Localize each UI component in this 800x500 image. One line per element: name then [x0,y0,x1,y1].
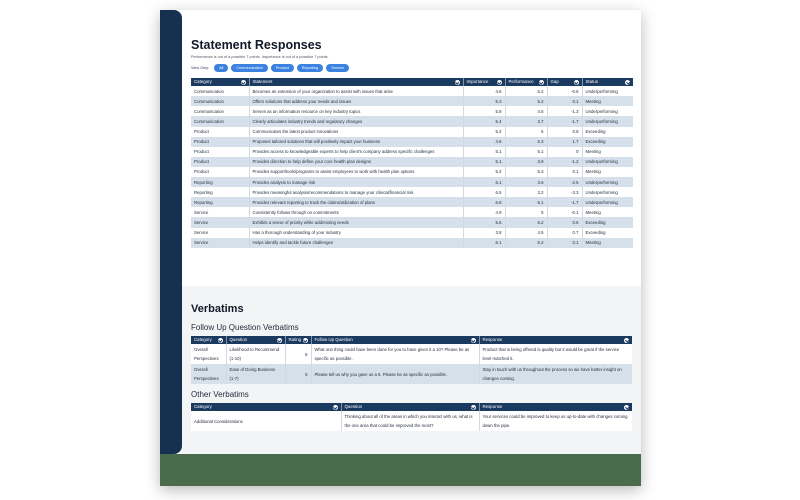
table-row [191,96,633,106]
cell-gap: -1.7 [547,116,582,126]
cell-statement: Provides access to knowledgeable experts to help client's company address specific challenges [249,147,463,157]
cell-statement: Consistently follows through on commitments [249,207,463,217]
cell-statement: Provides meaningful analysis/recommendations to manage your clinical/financial risk [249,187,463,197]
other-verbatims-title: Other Verbatims [191,390,249,399]
followup-title: Follow Up Question Verbatims [191,323,299,332]
other-col-question[interactable]: Question [341,403,479,411]
cell-gap: -1.2 [547,157,582,167]
cell-importance: 5.8 [463,106,505,116]
chevron-down-icon [539,80,544,85]
table-row [191,187,633,197]
cell-gap: 0 [547,147,582,157]
cell-statement: Provides analysis to manage risk [249,177,463,187]
cell-importance: 3.8 [463,228,505,238]
cell-performance: 5.1 [505,147,547,157]
cell-category: Product [191,147,249,157]
cell-gap: 0.1 [547,96,582,106]
cell-category: Overall Perspectives [191,344,226,364]
table-row [191,217,633,227]
cell-importance: 5.6 [463,217,505,227]
cell-performance: 5.3 [505,167,547,177]
cell-status: Meeting [582,238,633,248]
cell-importance: 6.8 [463,197,505,207]
followup-header-row [191,336,632,344]
followup-col-response[interactable]: Response [479,336,632,344]
cell-gap: -3.3 [547,187,582,197]
table-row [191,116,633,126]
chevron-down-icon [303,338,308,343]
followup-col-question[interactable]: Question [226,336,285,344]
followup-col-category[interactable]: Category [191,336,226,344]
cell-response: Your services could be improved to keep us up-to-date with changes coming down the pipe. [479,411,632,431]
cell-question: Thinking about all of the areas in which you interact with us, what is the one area that could be improved the most? [341,411,479,431]
table-row [191,157,633,167]
cell-category: Communication [191,96,249,106]
cell-category: Reporting [191,177,249,187]
filter-chip-all[interactable]: All [214,64,228,72]
cell-followup-question: Please tell us why you gave us a 5. Please be as specific as possible. [311,364,479,384]
col-header-status[interactable]: Status [582,78,633,86]
cell-category: Reporting [191,197,249,207]
cell-statement: Exhibits a sense of priority while addressing needs [249,217,463,227]
verbatims-title: Verbatims [191,303,244,315]
col-header-category[interactable]: Category [191,78,249,86]
cell-rating: 8 [285,344,311,364]
cell-performance: 6.2 [505,238,547,248]
cell-gap: -0.1 [547,207,582,217]
cell-category: Communication [191,106,249,116]
cell-performance: 3.7 [505,116,547,126]
col-header-performance[interactable]: Performance [505,78,547,86]
cell-status: Underperforming [582,116,633,126]
cell-statement: Has a thorough understanding of your industry [249,228,463,238]
cell-importance: 5.1 [463,157,505,167]
cell-performance: 5 [505,207,547,217]
cell-statement: Provides support/tools/programs to assist employees to work with health plan options [249,167,463,177]
cell-statement: Serves as an information resource on key industry topics [249,106,463,116]
cell-gap: -1.3 [547,106,582,116]
sidebar-strip [160,10,182,454]
table-row [191,137,633,147]
cell-importance: 5.3 [463,96,505,106]
table-row [191,344,632,364]
cell-importance: 5.2 [463,167,505,177]
cell-category: Service [191,217,249,227]
table-row [191,411,632,431]
cell-importance: 4.6 [463,137,505,147]
chevron-down-icon [333,405,338,410]
cell-importance: 6.5 [463,187,505,197]
other-col-category[interactable]: Category [191,403,341,411]
cell-importance: 6.1 [463,238,505,248]
table-row [191,228,633,238]
verbatims-section [182,286,641,454]
cell-gap: 0.8 [547,127,582,137]
cell-statement: Clearly articulates industry trends and regulatory changes [249,116,463,126]
statement-subtitle: Performance is out of a possible 7 points. Importance is out of a possible 7 points. [191,55,329,59]
cell-category: Service [191,238,249,248]
chevron-down-icon [471,338,476,343]
cell-performance: 4.5 [505,228,547,238]
chevron-down-icon [624,405,629,410]
col-header-gap[interactable]: Gap [547,78,582,86]
cell-rating: 5 [285,364,311,384]
cell-statement: Provides relevant reporting to track the claims/utilization of plans [249,197,463,207]
followup-col-followup[interactable]: Follow Up Question [311,336,479,344]
chevron-down-icon [625,80,630,85]
cell-status: Meeting [582,147,633,157]
cell-importance: 6.1 [463,177,505,187]
cell-statement: Helps identify and tackle future challenges [249,238,463,248]
footer-band [160,454,641,486]
cell-category: Product [191,157,249,167]
cell-statement: Provides direction to help define your core health plan designs [249,157,463,167]
cell-statement: Proposes tailored solutions that will positively impact your business [249,137,463,147]
filter-row [191,64,633,72]
followup-table [191,336,632,384]
cell-performance: 3.9 [505,157,547,167]
cell-status: Meeting [582,167,633,177]
cell-question: Ease of Doing Business (1-7) [226,364,285,384]
filter-chip-service[interactable]: Service [326,64,349,72]
followup-col-rating[interactable]: Rating [285,336,311,344]
cell-importance: 5.1 [463,147,505,157]
statement-table [191,78,633,248]
col-header-statement[interactable]: Statement [249,78,463,86]
cell-performance: 5.2 [505,86,547,96]
cell-performance: 5.2 [505,96,547,106]
cell-statement: Becomes an extension of your organization to assist with issues that arise [249,86,463,96]
cell-status: Meeting [582,207,633,217]
chevron-down-icon [241,80,246,85]
table-row [191,167,633,177]
statement-title: Statement Responses [191,38,322,52]
cell-gap: 1.7 [547,137,582,147]
cell-category: Service [191,207,249,217]
table-row [191,238,633,248]
table-row [191,364,632,384]
cell-category: Service [191,228,249,238]
cell-status: Exceeding [582,228,633,238]
other-verbatims-table [191,403,632,431]
cell-response: Stay in touch with us throughout the process so we have better insight on changes coming. [479,364,632,384]
cell-status: Meeting [582,96,633,106]
table-row [191,197,633,207]
report-page [182,10,641,454]
cell-importance: 5.4 [463,116,505,126]
filter-chip-reporting[interactable]: Reporting [297,64,323,72]
cell-question: Likelihood to Recommend (1-10) [226,344,285,364]
cell-category: Product [191,167,249,177]
cell-followup-question: What one thing could have been done for you to have given it a 10? Please be as specific as possible. [311,344,479,364]
cell-statement: Offers solutions that address your needs and issues [249,96,463,106]
col-header-importance[interactable]: Importance [463,78,505,86]
table-row [191,106,633,116]
cell-response: Product that is being offered is quality but it would be great if the service level matched it. [479,344,632,364]
cell-gap: 0.1 [547,238,582,248]
cell-category: Product [191,137,249,147]
cell-status: Underperforming [582,106,633,116]
table-row [191,147,633,157]
cell-performance: 3.2 [505,187,547,197]
cell-gap: 0.7 [547,228,582,238]
cell-status: Underperforming [582,197,633,207]
filter-label: View Only: [191,66,210,71]
cell-category: Product [191,127,249,137]
chevron-down-icon [471,405,476,410]
cell-category: Communication [191,86,249,96]
cell-category: Reporting [191,187,249,197]
cell-importance: 5.2 [463,127,505,137]
chevron-down-icon [277,338,282,343]
cell-performance: 6.2 [505,217,547,227]
cell-statement: Communicates the latest product innovations [249,127,463,137]
cell-performance: 6 [505,127,547,137]
table-row [191,177,633,187]
table-row [191,207,633,217]
cell-gap: 0.1 [547,167,582,177]
other-header-row [191,403,632,411]
filter-chip-product[interactable]: Product [271,64,294,72]
cell-importance: 4.9 [463,207,505,217]
cell-importance: 4.6 [463,86,505,96]
cell-status: Underperforming [582,157,633,167]
cell-status: Exceeding [582,217,633,227]
chevron-down-icon [624,338,629,343]
filter-chip-communication[interactable]: Communication [231,64,267,72]
chevron-down-icon [455,80,460,85]
cell-gap: 0.6 [547,217,582,227]
cell-status: Exceeding [582,127,633,137]
cell-gap: -1.7 [547,197,582,207]
chevron-down-icon [218,338,223,343]
cell-status: Exceeding [582,137,633,147]
cell-category: Additional Considerations [191,411,341,431]
cell-performance: 3.6 [505,177,547,187]
statement-header-row [191,78,633,86]
cell-performance: 5.1 [505,197,547,207]
cell-performance: 4.5 [505,106,547,116]
table-row [191,127,633,137]
other-col-response[interactable]: Response [479,403,632,411]
cell-category: Communication [191,116,249,126]
cell-status: Underperforming [582,177,633,187]
cell-performance: 6.3 [505,137,547,147]
chevron-down-icon [497,80,502,85]
cell-status: Underperforming [582,187,633,197]
cell-status: Underperforming [582,86,633,96]
table-row [191,86,633,96]
cell-gap: -0.6 [547,86,582,96]
cell-gap: -2.5 [547,177,582,187]
chevron-down-icon [574,80,579,85]
statement-card [182,10,641,286]
cell-category: Overall Perspectives [191,364,226,384]
